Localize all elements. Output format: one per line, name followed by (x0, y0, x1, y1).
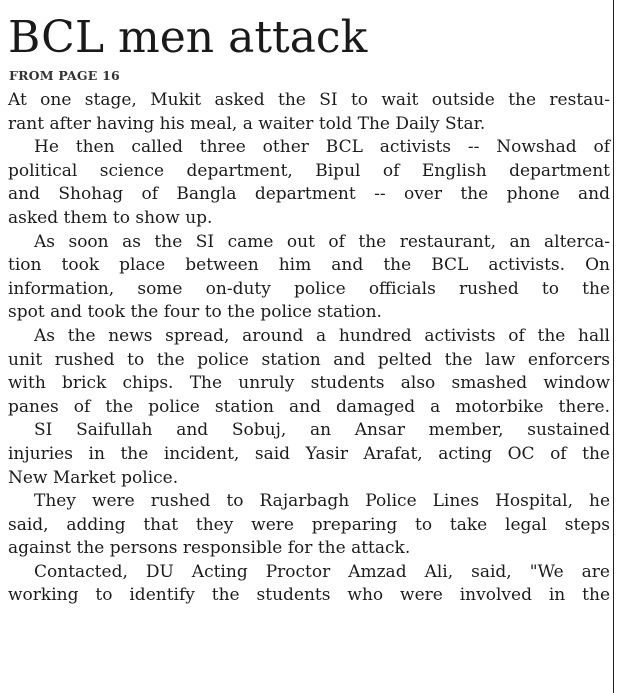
body-line: injuries in the incident, said Yasir Arafat, acting OC of the (8, 443, 610, 464)
body-line: At one stage, Mukit asked the SI to wait outside the restau- (8, 90, 610, 110)
body-line: against the persons responsible for the attack. (8, 538, 411, 559)
next-line-cutoff (8, 683, 608, 693)
body-line: panes of the police station and damaged a motorbike there. (8, 396, 610, 417)
headline: BCL men attack (8, 12, 368, 63)
body-line: tion took place between him and the BCL activists. On (8, 255, 610, 276)
body-line: spot and took the four to the police station. (8, 302, 382, 323)
body-line: SI Saifullah and Sobuj, an Ansar member, sustained (34, 420, 610, 441)
body-line: Contacted, DU Acting Proctor Amzad Ali, said, "We are (34, 561, 610, 582)
body-line: political science department, Bipul of English department (8, 160, 610, 181)
body-line: asked them to show up. (8, 207, 213, 228)
body-line: working to identify the students who were involved in the (8, 585, 610, 606)
body-line: rant after having his meal, a waiter told The Daily Star. (8, 113, 486, 134)
column-rule (613, 0, 614, 693)
body-line: As soon as the SI came out of the restaurant, an alterca- (34, 231, 610, 252)
body-line: and Shohag of Bangla department -- over the phone and (8, 184, 610, 205)
continuation-label: FROM PAGE 16 (9, 68, 120, 83)
body-line: with brick chips. The unruly students also smashed window (8, 373, 610, 394)
previous-article-cutoff (0, 0, 619, 10)
body-line: As the news spread, around a hundred activists of the hall (34, 325, 610, 346)
body-line: He then called three other BCL activists -- Nowshad of (34, 137, 610, 158)
body-line: New Market police. (8, 467, 179, 488)
body-line: information, some on-duty police officials rushed to the (8, 278, 610, 299)
body-line: unit rushed to the police station and pelted the law enforcers (8, 349, 610, 370)
article-body (8, 89, 610, 608)
body-line: They were rushed to Rajarbagh Police Lines Hospital, he (34, 491, 610, 512)
body-line: said, adding that they were preparing to take legal steps (8, 514, 610, 535)
